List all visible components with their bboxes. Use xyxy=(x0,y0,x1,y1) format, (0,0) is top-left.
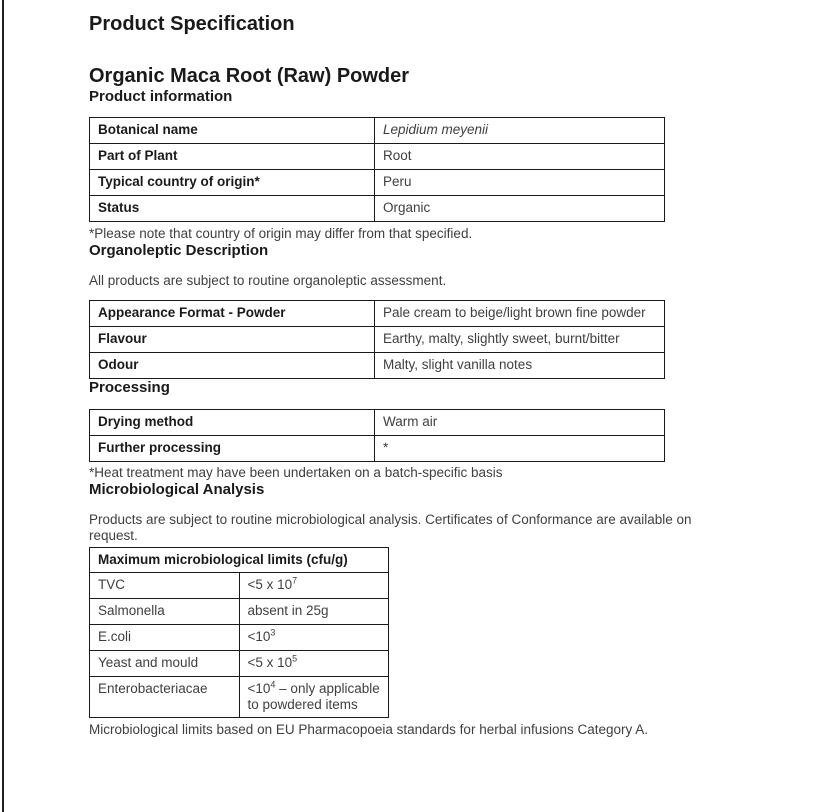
table-row xyxy=(90,144,665,170)
row-value: Warm air xyxy=(375,409,665,435)
row-label: Part of Plant xyxy=(90,144,375,170)
row-value: Peru xyxy=(375,170,665,196)
row-value: Malty, slight vanilla notes xyxy=(375,352,665,378)
table-row xyxy=(90,598,389,624)
section-heading-processing: Processing xyxy=(89,378,170,396)
exponent: 5 xyxy=(292,653,298,663)
row-value: Lepidium meyenii xyxy=(375,118,665,144)
table-header-row xyxy=(90,547,389,572)
microbiological-limits-table xyxy=(89,547,389,718)
country-of-origin-note: *Please note that country of origin may differ from that specified. xyxy=(89,226,473,241)
row-label: Flavour xyxy=(90,326,375,352)
row-value: Organic xyxy=(375,196,665,222)
table-row xyxy=(90,572,389,598)
table-header: Maximum microbiological limits (cfu/g) xyxy=(90,547,389,572)
table-row xyxy=(90,435,665,461)
exponent: 7 xyxy=(292,575,298,585)
organoleptic-table xyxy=(89,300,665,379)
row-value: absent in 25g xyxy=(239,598,389,624)
row-value: Earthy, malty, slightly sweet, burnt/bitter xyxy=(375,326,665,352)
row-label: Drying method xyxy=(90,409,375,435)
table-row xyxy=(90,300,665,326)
row-label: Yeast and mould xyxy=(90,650,240,676)
table-row xyxy=(90,409,665,435)
row-label: Enterobacteriacae xyxy=(90,676,240,717)
table-row xyxy=(90,624,389,650)
row-value: Root xyxy=(375,144,665,170)
section-heading-product-information: Product information xyxy=(89,88,233,105)
row-value: $<10^4$ – only applicable to powdered items xyxy=(239,676,389,717)
row-value: Pale cream to beige/light brown fine powder xyxy=(375,300,665,326)
exponent: 3 xyxy=(270,627,276,637)
microbiological-intro xyxy=(89,512,709,545)
table-row xyxy=(90,650,389,676)
row-label: Status xyxy=(90,196,375,222)
row-label: Typical country of origin* xyxy=(90,170,375,196)
document-page xyxy=(89,0,709,738)
row-label: Appearance Format - Powder xyxy=(90,300,375,326)
intro-line: Products are subject to routine microbiological analysis. Certificates of Conformance are available on xyxy=(89,511,692,527)
row-value: <5 x $10^5$ xyxy=(239,650,389,676)
table-row xyxy=(90,676,389,717)
table-row xyxy=(90,352,665,378)
row-label: Botanical name xyxy=(90,118,375,144)
section-heading-microbiological: Microbiological Analysis xyxy=(89,480,265,498)
row-label: Further processing xyxy=(90,435,375,461)
table-row xyxy=(90,196,665,222)
heat-treatment-note: *Heat treatment may have been undertaken on a batch-specific basis xyxy=(89,464,503,480)
organoleptic-intro: All products are subject to routine organoleptic assessment. xyxy=(89,273,447,288)
row-value: $<10^3$ xyxy=(239,624,389,650)
processing-table xyxy=(89,409,665,462)
page-title: Product Specification xyxy=(89,13,295,35)
product-name-heading: Organic Maca Root (Raw) Powder xyxy=(89,65,410,87)
row-label: Salmonella xyxy=(90,598,240,624)
row-label: E.coli xyxy=(90,624,240,650)
table-row xyxy=(90,118,665,144)
row-label: Odour xyxy=(90,352,375,378)
pharmacopoeia-note: Microbiological limits based on EU Pharmacopoeia standards for herbal infusions Category A. xyxy=(89,721,649,737)
row-label: TVC xyxy=(90,572,240,598)
intro-line: request. xyxy=(89,528,138,543)
table-row xyxy=(90,170,665,196)
table-row xyxy=(90,326,665,352)
exponent: 4 xyxy=(270,679,276,689)
section-heading-organoleptic: Organoleptic Description xyxy=(89,242,269,259)
page-left-border xyxy=(2,0,4,812)
row-value: <5 x $10^7$ xyxy=(239,572,389,598)
row-value: * xyxy=(375,435,665,461)
product-information-table xyxy=(89,117,665,222)
